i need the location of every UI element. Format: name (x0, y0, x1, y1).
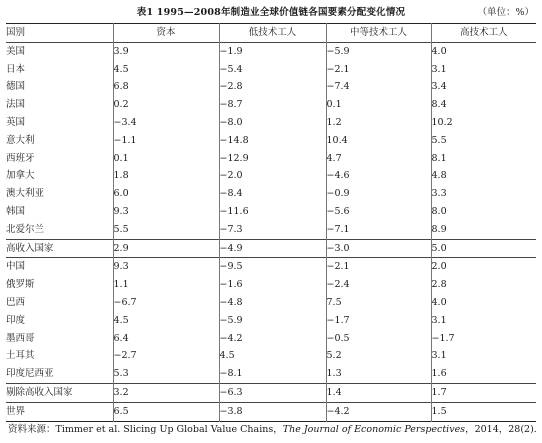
cell-country: 法国 (6, 96, 113, 114)
cell-low-skill: −4.8 (219, 294, 326, 312)
cell-country: 印度尼西亚 (6, 365, 113, 383)
cell-low-skill: −1.9 (219, 42, 326, 60)
cell-mid-skill: −7.1 (326, 221, 431, 239)
cell-high-skill: −1.7 (431, 330, 536, 348)
header-low-skill: 低技术工人 (219, 24, 326, 43)
cell-country: 剔除高收入国家 (6, 383, 113, 402)
cell-capital: 1.1 (113, 276, 219, 294)
table-row (6, 294, 536, 312)
cell-mid-skill: −2.1 (326, 258, 431, 276)
data-table (6, 23, 536, 422)
cell-mid-skill: 1.4 (326, 383, 431, 402)
cell-mid-skill: 0.1 (326, 96, 431, 114)
cell-mid-skill: 1.3 (326, 365, 431, 383)
source-journal: The Journal of Economic Perspectives (282, 424, 466, 435)
cell-high-skill: 8.4 (431, 96, 536, 114)
cell-high-skill: 8.0 (431, 203, 536, 221)
cell-low-skill: −3.8 (219, 402, 326, 421)
cell-low-skill: −2.0 (219, 167, 326, 185)
table-row (6, 150, 536, 168)
cell-capital: 3.2 (113, 383, 219, 402)
cell-mid-skill: 5.2 (326, 347, 431, 365)
header-row (6, 24, 536, 43)
cell-mid-skill: −7.4 (326, 78, 431, 96)
cell-capital: 0.2 (113, 96, 219, 114)
cell-country: 德国 (6, 78, 113, 96)
cell-high-skill: 4.0 (431, 42, 536, 60)
cell-low-skill: −5.4 (219, 61, 326, 79)
cell-mid-skill: −5.6 (326, 203, 431, 221)
cell-country: 巴西 (6, 294, 113, 312)
cell-capital: 6.0 (113, 185, 219, 203)
cell-capital: 3.9 (113, 42, 219, 60)
cell-high-skill: 3.1 (431, 312, 536, 330)
cell-high-skill: 3.3 (431, 185, 536, 203)
cell-low-skill: −4.9 (219, 239, 326, 258)
table-row (6, 203, 536, 221)
cell-capital: 6.8 (113, 78, 219, 96)
cell-country: 北爱尔兰 (6, 221, 113, 239)
cell-low-skill: −8.4 (219, 185, 326, 203)
table-body (6, 42, 536, 421)
cell-high-skill: 1.7 (431, 383, 536, 402)
table-title: 表1 1995—2008年制造业全球价值链各国要素分配变化情况 (136, 7, 406, 18)
cell-capital: −3.4 (113, 114, 219, 132)
header-country: 国别 (6, 24, 113, 43)
cell-low-skill: −8.0 (219, 114, 326, 132)
cell-mid-skill: 10.4 (326, 132, 431, 150)
cell-low-skill: −1.6 (219, 276, 326, 294)
cell-capital: 5.5 (113, 221, 219, 239)
cell-high-skill: 1.6 (431, 365, 536, 383)
cell-mid-skill: 4.7 (326, 150, 431, 168)
cell-mid-skill: −0.5 (326, 330, 431, 348)
cell-low-skill: −4.2 (219, 330, 326, 348)
cell-country: 美国 (6, 42, 113, 60)
cell-country: 高收入国家 (6, 239, 113, 258)
header-mid-skill: 中等技术工人 (326, 24, 431, 43)
cell-capital: 5.3 (113, 365, 219, 383)
table-row (6, 167, 536, 185)
cell-mid-skill: −2.1 (326, 61, 431, 79)
cell-low-skill: −7.3 (219, 221, 326, 239)
table-row (6, 330, 536, 348)
table-row (6, 132, 536, 150)
cell-mid-skill: −0.9 (326, 185, 431, 203)
table-row (6, 185, 536, 203)
cell-mid-skill: −4.2 (326, 402, 431, 421)
cell-country: 加拿大 (6, 167, 113, 185)
header-capital: 资本 (113, 24, 219, 43)
cell-country: 印度 (6, 312, 113, 330)
cell-country: 韩国 (6, 203, 113, 221)
cell-low-skill: −11.6 (219, 203, 326, 221)
cell-high-skill: 5.0 (431, 239, 536, 258)
cell-high-skill: 2.0 (431, 258, 536, 276)
table-caption (0, 2, 542, 18)
cell-capital: 6.5 (113, 402, 219, 421)
cell-country: 澳大利亚 (6, 185, 113, 203)
table-row (6, 61, 536, 79)
cell-capital: −6.7 (113, 294, 219, 312)
cell-low-skill: −14.8 (219, 132, 326, 150)
table-row (6, 347, 536, 365)
cell-capital: 4.5 (113, 312, 219, 330)
cell-capital: −1.1 (113, 132, 219, 150)
cell-country: 中国 (6, 258, 113, 276)
table-row (6, 221, 536, 239)
cell-capital: 1.8 (113, 167, 219, 185)
source-prefix: 资料来源：Timmer et al. Slicing Up Global Value Chains， (8, 424, 283, 435)
cell-high-skill: 1.5 (431, 402, 536, 421)
cell-low-skill: 4.5 (219, 347, 326, 365)
cell-capital: 4.5 (113, 61, 219, 79)
cell-high-skill: 3.1 (431, 347, 536, 365)
cell-country: 土耳其 (6, 347, 113, 365)
table-row (6, 114, 536, 132)
table-row (6, 96, 536, 114)
cell-high-skill: 8.9 (431, 221, 536, 239)
table-group-row (6, 383, 536, 402)
cell-mid-skill: 7.5 (326, 294, 431, 312)
cell-country: 俄罗斯 (6, 276, 113, 294)
cell-mid-skill: −2.4 (326, 276, 431, 294)
cell-capital: 9.3 (113, 203, 219, 221)
table-row (6, 365, 536, 383)
table-row (6, 258, 536, 276)
cell-mid-skill: −4.6 (326, 167, 431, 185)
cell-high-skill: 8.1 (431, 150, 536, 168)
cell-mid-skill: −3.0 (326, 239, 431, 258)
cell-country: 世界 (6, 402, 113, 421)
source-note (8, 421, 537, 435)
cell-low-skill: −8.1 (219, 365, 326, 383)
cell-country: 日本 (6, 61, 113, 79)
cell-country: 墨西哥 (6, 330, 113, 348)
cell-country: 英国 (6, 114, 113, 132)
cell-low-skill: −6.3 (219, 383, 326, 402)
cell-country: 西班牙 (6, 150, 113, 168)
cell-low-skill: −12.9 (219, 150, 326, 168)
table-unit: （单位：%） (477, 7, 534, 18)
table-row (6, 78, 536, 96)
cell-high-skill: 4.8 (431, 167, 536, 185)
cell-low-skill: −5.9 (219, 312, 326, 330)
cell-capital: 2.9 (113, 239, 219, 258)
table-group-row (6, 402, 536, 421)
cell-low-skill: −8.7 (219, 96, 326, 114)
cell-capital: −2.7 (113, 347, 219, 365)
source-suffix: ，2014，28(2). (465, 424, 537, 435)
cell-capital: 6.4 (113, 330, 219, 348)
cell-high-skill: 10.2 (431, 114, 536, 132)
table-row (6, 42, 536, 60)
cell-capital: 0.1 (113, 150, 219, 168)
cell-low-skill: −9.5 (219, 258, 326, 276)
cell-high-skill: 2.8 (431, 276, 536, 294)
cell-mid-skill: 1.2 (326, 114, 431, 132)
cell-mid-skill: −5.9 (326, 42, 431, 60)
cell-low-skill: −2.8 (219, 78, 326, 96)
table-row (6, 276, 536, 294)
table-row (6, 312, 536, 330)
cell-country: 意大利 (6, 132, 113, 150)
cell-mid-skill: −1.7 (326, 312, 431, 330)
header-high-skill: 高技术工人 (431, 24, 536, 43)
cell-capital: 9.3 (113, 258, 219, 276)
cell-high-skill: 5.5 (431, 132, 536, 150)
cell-high-skill: 3.1 (431, 61, 536, 79)
cell-high-skill: 4.0 (431, 294, 536, 312)
table-group-row (6, 239, 536, 258)
cell-high-skill: 3.4 (431, 78, 536, 96)
